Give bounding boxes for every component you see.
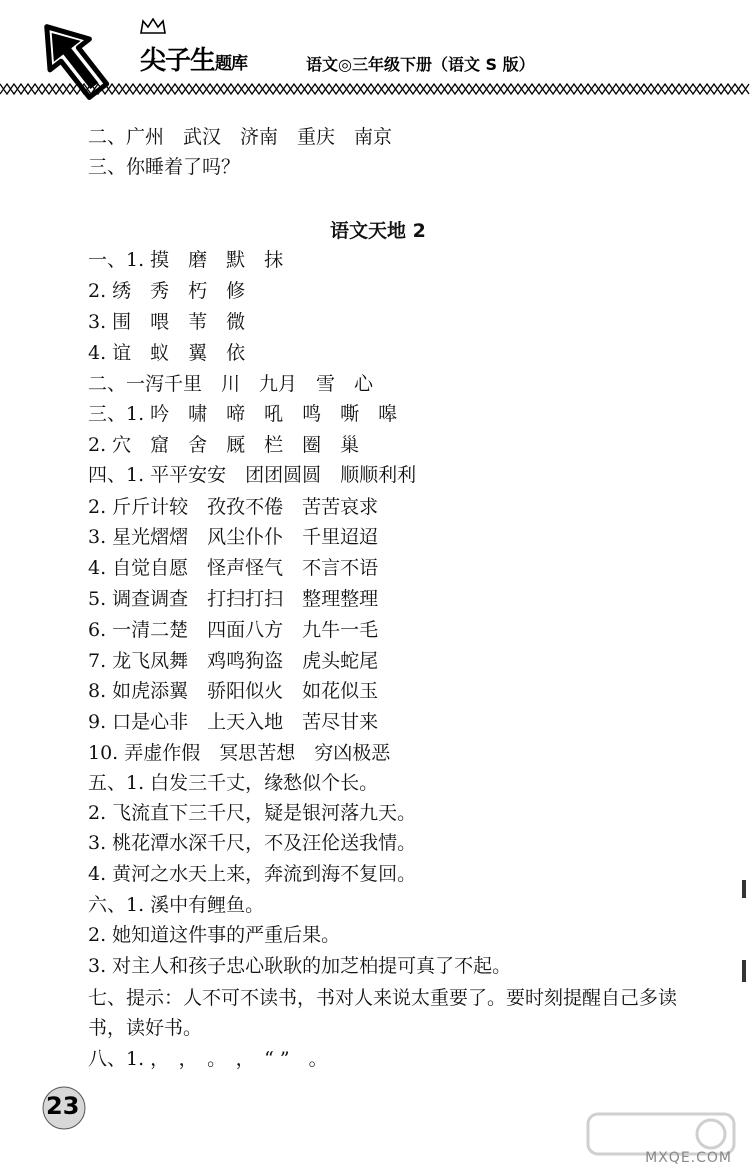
page-header: [0, 0, 750, 110]
answer-line: 5. 调查调查 打扫打扫 整理整理: [88, 588, 379, 610]
answer-line: 10. 弄虚作假 冥思苦想 穷凶极恶: [88, 742, 391, 764]
answer-line: 2. 斤斤计较 孜孜不倦 苦苦哀求: [88, 496, 379, 518]
answer-line: 书，读好书。: [88, 1017, 203, 1039]
answer-line: 4. 黄河之水天上来，奔流到海不复回。: [88, 863, 417, 885]
brand-logo: [140, 40, 247, 77]
answer-line: 二、广州 武汉 济南 重庆 南京: [88, 126, 393, 148]
book-subtitle: 语文◎三年级下册（语文 S 版）: [306, 55, 535, 74]
edge-mark: [742, 960, 746, 982]
answer-line: 2. 绣 秀 朽 修: [88, 280, 246, 302]
zigzag-divider: [0, 82, 750, 96]
answer-line: 七、提示：人不可不读书，书对人来说太重要了。要时刻提醒自己多读: [88, 987, 678, 1009]
answer-line: 三、1. 吟 啸 啼 吼 鸣 嘶 嗥: [88, 403, 398, 425]
answer-line: 六、1. 溪中有鲤鱼。: [88, 894, 265, 916]
answer-line: 八、1. ， ， 。 ， “ ” 。: [88, 1048, 328, 1070]
answer-line: 3. 围 喂 苇 微: [88, 311, 246, 333]
section-title: 语文天地 2: [330, 220, 426, 242]
answer-line: 二、一泻千里 川 九月 雪 心: [88, 373, 374, 395]
answer-line: 7. 龙飞凤舞 鸡鸣狗盗 虎头蛇尾: [88, 650, 379, 672]
answer-line: 2. 飞流直下三千尺，疑是银河落九天。: [88, 802, 417, 824]
answer-line: 四、1. 平平安安 团团圆圆 顺顺利利: [88, 464, 417, 486]
answer-line: 9. 口是心非 上天入地 苦尽甘来: [88, 711, 379, 733]
page-number: 23: [46, 1092, 80, 1120]
answer-line: 2. 她知道这件事的严重后果。: [88, 924, 341, 946]
answer-line: 4. 自觉自愿 怪声怪气 不言不语: [88, 557, 379, 579]
answer-line: 3. 星光熠熠 风尘仆仆 千里迢迢: [88, 526, 379, 548]
answer-line: 3. 桃花潭水深千尺，不及汪伦送我情。: [88, 832, 417, 854]
answer-line: 8. 如虎添翼 骄阳似火 如花似玉: [88, 680, 379, 702]
answer-line: 三、你睡着了吗？: [88, 156, 241, 178]
crown-icon: [140, 18, 166, 34]
brand-name: 尖子生: [140, 46, 216, 76]
page-number-badge: [40, 1082, 90, 1132]
brand-suffix: 题库: [215, 54, 248, 74]
answer-line: 五、1. 白发三千丈，缘愁似个长。: [88, 772, 379, 794]
answer-line: 6. 一清二楚 四面八方 九牛一毛: [88, 619, 379, 641]
answer-line: 一、1. 摸 磨 默 抹: [88, 249, 284, 271]
answer-line: 2. 穴 窟 舍 厩 栏 圈 巢: [88, 434, 360, 456]
answer-line: 3. 对主人和孩子忠心耿耿的加芝柏提可真了不起。: [88, 955, 512, 977]
watermark-text: MXQE.COM: [645, 1150, 732, 1166]
answer-line: 4. 谊 蚁 翼 依: [88, 342, 246, 364]
edge-mark: [742, 880, 746, 898]
